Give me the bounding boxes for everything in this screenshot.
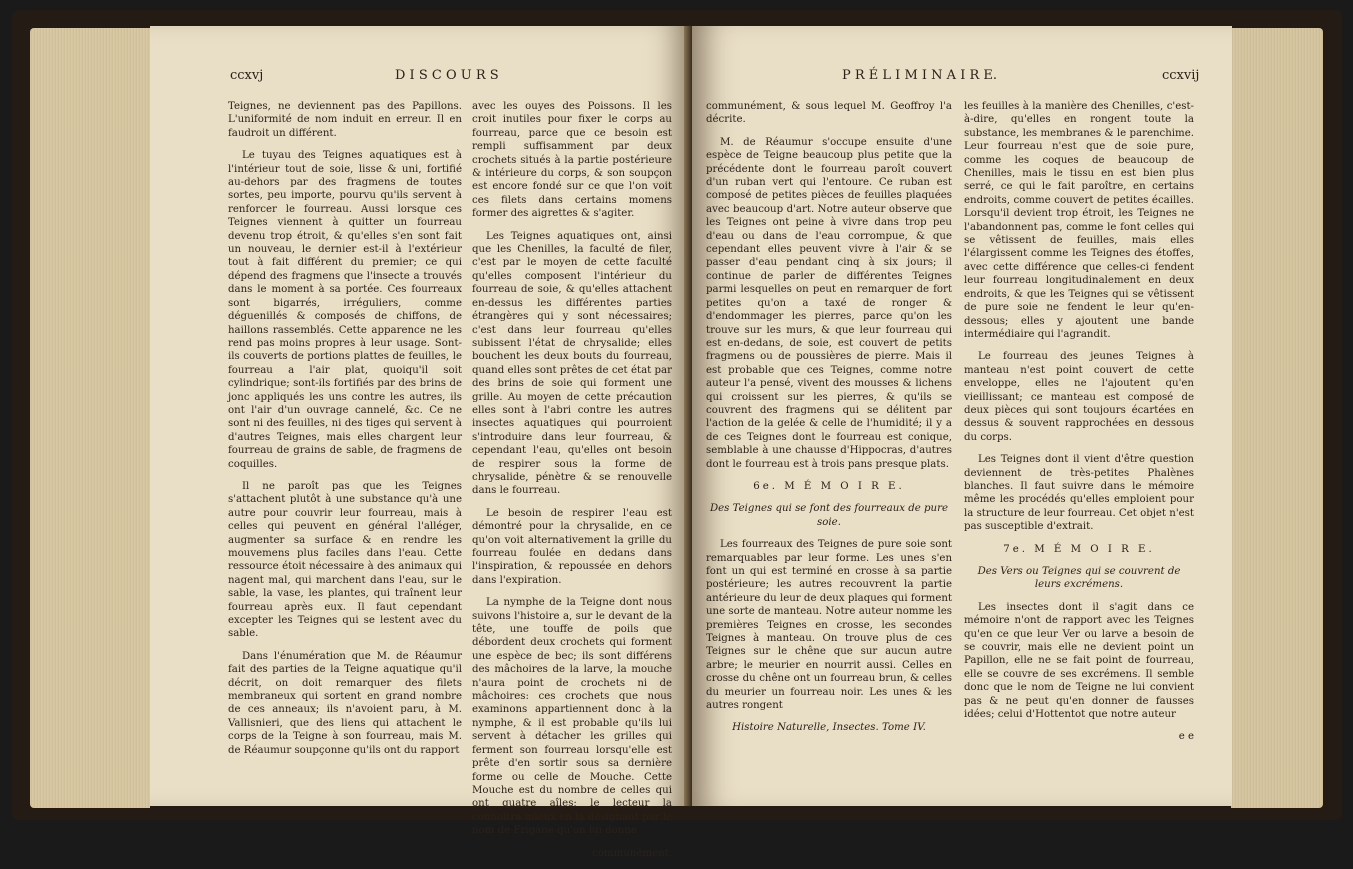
paragraph: Les fourreaux des Teignes de pure soie sont remarquables par leur forme. Les unes s'en font un qui est terminé en crosse à sa partie postérieure; les autres recouvrent la partie antérieure du leur de deux plaques qui forment une sorte de manteau. Notre auteur nomme les premières Teignes en crosse, les secondes Teignes à manteau. On trouve plus de ces Teignes sur le chêne que sur aucun autre arbre; le meurier en nourrit aussi. Celles en crosse du chêne ont un fourreau brun, & celles du meurier un fourreau noir. Les unes & les autres rongent	[706, 539, 952, 712]
left-column-2	[472, 100, 672, 869]
paragraph: La nymphe de la Teigne dont nous suivons l'histoire a, sur le devant de la tête, une touffe de poils que débordent deux crochets qui forment une espèce de bec; ils sont différens des mâchoires de la larve, la mouche n'aura point de crochets ni de mâchoires: ces crochets que nous examinons appartiennent donc à la nymphe, & il est probable qu'ils lui servent à détacher les grilles qui ferment son fourreau lorsqu'elle est prête d'en sortir sous sa dernière forme ou celle de Mouche. Cette Mouche est du nombre de celles qui ont quatre aîles; le lecteur la connoîtra mieux en la désignant par le nom de Frigane qu'on lui donne	[472, 597, 672, 837]
left-column-1	[228, 100, 462, 766]
memoir-subtitle: Des Teignes qui se font des fourreaux de pure soie.	[709, 503, 949, 528]
right-page-number: ccxvij	[1162, 68, 1200, 83]
paragraph: M. de Réaumur s'occupe ensuite d'une espèce de Teigne beaucoup plus petite que la précédente dont le fourreau paroît couvert d'un ruban vert qui l'entoure. Ce ruban est composé de petites pièces de feuilles plaquées avec beaucoup d'art. Notre auteur observe que les Teignes ont peine à vivre dans trop peu d'eau ou dans de l'eau corrompue, & que cependant elles peuvent vivre à l'air & se passer d'eau pendant cinq à six jours; il continue de parler de différentes Teignes parmi lesquelles on peut en remarquer de fort petites qu'on a taxé de ronger & d'endommager les pierres, parce qu'on les trouve sur les murs, & que leur fourreau qui est en-dedans, de soie, est couvert de petits fragmens ou de poussières de pierre. Mais il est probable que ces Teignes, comme notre auteur l'a pensé, vivent des mousses & lichens qui croissent sur les pierres, & qu'ils se couvrent des fragmens qui se délitent par l'action de la gelée & celle de l'humidité; il y a de ces Teignes dont le fourreau est conique, semblable à une chausse d'Hippocras, d'autres dont le fourreau est à trois pans presque plats.	[706, 136, 952, 470]
paragraph: Le besoin de respirer l'eau est démontré pour la chrysalide, en ce qu'on voit alternativement la grille du fourreau foulée en dedans dans l'inspiration, & repoussée en dehors dans l'expiration.	[472, 507, 672, 586]
signature-mark: e e	[1178, 731, 1194, 743]
memoir-heading: 7e. M É M O I R E.	[1003, 543, 1155, 555]
paragraph: Le tuyau des Teignes aquatiques est à l'intérieur tout de soie, lisse & uni, fortifié au-dehors par des fragmens de toutes sortes, peu importe, pourvu qu'ils servent à renforcer le fourreau. Aussi lorsque ces Teignes viennent à quitter un fourreau devenu trop étroit, & qu'elles s'en sont fait un nouveau, le dernier est-il à l'extérieur tout à fait différent du premier; ce qui dépend des fragmens que l'insecte a trouvés dans le moment à sa portée. Ces fourreaux sont bigarrés, irréguliers, comme déguenillés & composés de chiffons, de haillons rassemblés. Cette apparence ne les rend pas moins propres à leur usage. Sont-ils couverts de portions plattes de feuilles, le fourreau a l'air plat, quoiqu'il soit cylindrique; sont-ils fortifiés par des brins de jonc appliqués les uns contre les autres, ils ont l'air d'un ouvrage cannelé, &c. Ce ne sont ni des feuilles, ni des tiges qui servent à d'autres Teignes, mais elles chargent leur fourreau de grains de sable, de fragmens de coquilles.	[228, 150, 462, 470]
memoir-heading: 6e. M É M O I R E.	[753, 480, 905, 492]
paragraph: communément, & sous lequel M. Geoffroy l'a décrite.	[706, 101, 952, 126]
left-page-number: ccxvj	[230, 68, 264, 83]
paragraph: avec les ouyes des Poissons. Il les croit inutiles pour fixer le corps au fourreau, parce que ce besoin est rempli suffisamment par deux crochets situés à la partie postérieure & intérieure du corps, & son soupçon est encore fondé sur ce que l'on voit ces filets dans certains momens former des aigrettes & s'agiter.	[472, 101, 672, 220]
paragraph: Les Teignes dont il vient d'être question deviennent de très-petites Phalènes blanches. Il faut suivre dans le mémoire même les procédés qu'elles emploient pour la structure de leur fourreau. Cet objet n'est pas susceptible d'extrait.	[964, 454, 1194, 533]
right-column-2	[964, 100, 1194, 753]
left-page	[150, 26, 690, 859]
right-page-edges	[1231, 28, 1323, 808]
left-running-head: D I S C O U R S	[395, 68, 499, 83]
right-page	[692, 26, 1232, 806]
paragraph: les feuilles à la manière des Chenilles, c'est-à-dire, qu'elles en rongent toute la substance, les membranes & le parenchime. Leur fourreau n'est que de soie pure, comme les coques de beaucoup de Chenilles, mais le tissu en est bien plus serré, ce qui le fait paroître, en certains endroits, comme couvert de petites écailles. Lorsqu'il devient trop étroit, les Teignes ne l'abandonnent pas, comme le font celles qui se vêtissent de feuilles, mais elles l'élargissent comme les Teignes des étoffes, avec cette différence que celles-ci fendent leur fourreau longitudinalement en deux endroits, & que les Teignes qui se vêtissent de pure soie ne fendent le leur qu'en-dessous; elles y ajoutent une bande intermédiaire qui l'agrandit.	[964, 101, 1194, 340]
right-running-head: P R É L I M I N A I R E.	[842, 68, 998, 83]
paragraph: Il ne paroît pas que les Teignes s'attachent plutôt à une substance qu'à une autre pour couvrir leur fourreau, mais à celles qui peuvent en général l'alléger, augmenter sa surface & en rendre les mouvemens plus faciles dans l'eau. Cette ressource étoit nécessaire à des animaux qui nagent mal, qui marchent dans l'eau, sur le sable, la vase, les plantes, qui traînent leur fourreau après eux. Il faut cependant excepter les Teignes qui se lestent avec du sable.	[228, 480, 462, 640]
memoir-subtitle: Des Vers ou Teignes qui se couvrent de leurs excrémens.	[977, 566, 1181, 591]
paragraph: Les Teignes aquatiques ont, ainsi que les Chenilles, la faculté de filer, c'est par le moyen de cette faculté qu'elles composent l'intérieur du fourreau de soie, & qu'elles attachent en-dessus les différentes parties étrangères qui y sont nécessaires; c'est dans leur fourreau qu'elles subissent l'état de chrysalide; elles bouchent les deux bouts du fourreau, quand elles sont prêtes de cet état par des brins de soie qui forment une grille. Au moyen de cette précaution elles sont à l'abri contre les autres insectes aquatiques qui pourroient s'introduire dans leur fourreau, & cependant l'eau, qu'elles ont besoin de respirer sous la forme de chrysalide, pénètre & se renouvelle dans le fourreau.	[472, 230, 672, 497]
paragraph: Teignes, ne deviennent pas des Papillons. L'uniformité de nom induit en erreur. Il en faudroit un différent.	[228, 101, 462, 139]
right-column-1	[706, 100, 952, 744]
paragraph: Les insectes dont il s'agit dans ce mémoire n'ont de rapport avec les Teignes qu'en ce que leur Ver ou larve a besoin de se couvrir, mais elle ne devient point un Papillon, elle ne se fait point de fourreau, elle se couvre de ses excrémens. Il semble donc que le nom de Teigne ne lui convient pas & ne peut qu'en donner de fausses idées; celui d'Hottentot que notre auteur	[964, 601, 1194, 721]
left-page-edges	[30, 28, 150, 808]
paragraph: Le fourreau des jeunes Teignes à manteau n'est point couvert de cette enveloppe, elles ne l'ajoutent qu'en vieillissant; ce manteau est composé de deux pièces qui sont toujours écartées en dessus & souvent rapprochées en dessous du corps.	[964, 351, 1194, 443]
paragraph: Dans l'énumération que M. de Réaumur fait des parties de la Teigne aquatique qu'il décrit, on doit remarquer des filets membraneux qui sortent en grand nombre de ces anneaux; ils n'avoient paru, à M. Vallisnieri, que des liens qui attachent le corps de la Teigne à son fourreau, mais M. de Réaumur soupçonne qu'ils ont du rapport	[228, 650, 462, 756]
catchword: communément,	[592, 847, 672, 859]
signature-line: Histoire Naturelle, Insectes. Tome IV.	[732, 722, 926, 734]
